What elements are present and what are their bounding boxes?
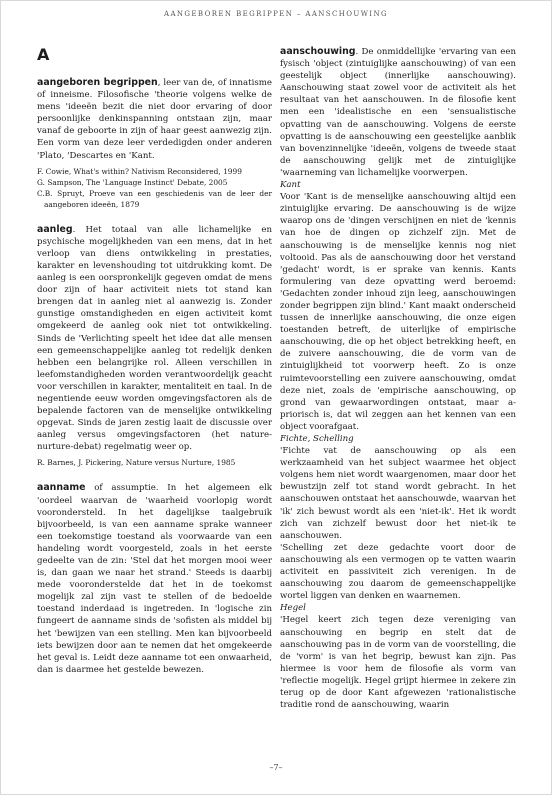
entry-aanschouwing	[280, 46, 516, 711]
paragraph-hegel: 'Hegel keert zich tegen deze vereniging van aanschouwing en begrip en stelt dat de aanschouwing pas in de vorm van de voorstelling, die de 'vorm' is van het begrip, bewust kan zijn. Pas hiermee is voor hem de filosofie als vorm van 'reflectie mogelijk. Hegel grijpt hiermee in zekere zin terug op de door Kant afgewezen 'rationalistische traditie rond de aanschouwing, waarin	[280, 615, 516, 711]
entry-term: aangeboren begrippen	[37, 77, 158, 88]
entry-text	[37, 77, 272, 162]
entry-term: aanleg	[37, 223, 73, 235]
reference-list	[37, 166, 272, 210]
subheading-hegel: Hegel	[280, 603, 306, 614]
right-column	[280, 46, 516, 725]
entry-aanname	[37, 482, 272, 676]
reference-item: G. Sampson, The 'Language Instinct' Debate, 2005	[37, 177, 228, 187]
entry-term: aanschouwing	[280, 46, 356, 57]
entry-term: aanname	[37, 482, 86, 494]
entry-text	[37, 224, 272, 454]
entry-text	[37, 482, 272, 676]
left-column	[37, 45, 272, 690]
paragraph-schelling: 'Schelling zet deze gedachte voort door de aanschouwing als een vermogen op te vatten waarin activiteit en passiviteit zich verenigen. In de aanschouwing zou daarom de gemeenschappelijke wortel liggen van denken en waarnemen.	[280, 542, 516, 602]
reference-item: F. Cowie, What's within? Nativism Reconsidered, 1999	[37, 166, 242, 176]
subheading-fichte-schelling: Fichte, Schelling	[280, 434, 354, 444]
paragraph-fichte: 'Fichte vat de aanschouwing op als een werkzaamheid van het subject waarmee het object volgens hem niet wordt waargenomen, maar door het bewustzijn zelf tot stand wordt gebracht. In het aanschouwen ontstaat het aanschouwde, waarvan het 'ik' zich bewust wordt als een 'niet-ik'. Het ik wordt zich van zichzelf bewust door het niet-ik te aanschouwen.	[280, 446, 516, 541]
running-head: AANGEBOREN BEGRIPPEN – AANSCHOUWING	[164, 10, 388, 18]
page-number: –7–	[269, 763, 283, 772]
entry-body: , leer van de, of innatisme of inneisme. Filosofische 'theorie volgens welke de mens 'ideeën bezit die niet door ervaring of door persoonlijke denkinspanning ontstaan zijn, maar vanaf de geboorte in zijn of haar geest aanwezig zijn. Een vorm van deze leer verdedigden onder anderen 'Plato, 'Descartes en 'Kant.	[37, 78, 272, 161]
reference-item: R. Barnes, J. Pickering, Nature versus Nurture, 1985	[37, 458, 236, 468]
paragraph-kant: Voor 'Kant is de menselijke aanschouwing altijd een zintuiglijke ervaring. De aanschouwing is de wijze waarop ons de 'dingen verschijnen en niet de 'kennis van hoe de dingen op zichzelf zijn. Met de aanschouwing is de menselijke kennis nog niet voltooid. Pas als de aanschouwing door het verstand 'gedacht' wordt, is er sprake van kennis. Kants formulering van deze opvatting werd beroemd: 'Gedachten zonder inhoud zijn leeg, aanschouwingen zonder begrippen zijn blind.' Kant maakt onderscheid tussen de innerlijke aanschouwing, die onze eigen toestanden betreft, de uiterlijke of empirische aanschouwing, die op het object betrekking heeft, en de zuivere aanschouwing, die de vorm van de zintuiglijkheid tot voorwerp heeft. Zo is onze ruimtevoorstelling een zuivere aanschouwing, omdat deze niet, zoals de 'empirische aanschouwing, op grond van gewaarwordingen ontstaat, maar a-priorisch is, dat wil zeggen aan het kennen van een object voorafgaat.	[280, 192, 516, 432]
reference-list	[37, 457, 272, 468]
entry-aanleg	[37, 224, 272, 469]
section-letter: A	[37, 45, 50, 64]
entry-body: . De onmiddellijke 'ervaring van een fysisch 'object (zintuiglijke aanschouwing) of van een geestelijk object (innerlijke aanschouwing). Aanschouwing staat zowel voor de activiteit als het resultaat van het aanschouwen. In de filosofie kent men een 'idealistische en een 'sensualistische opvatting van de aanschouwing. Volgens de eerste opvatting is de aanschouwing een geestelijke aanblik van bovenzinnelijke 'ideeën, volgens de tweede staat de aanschouwing gelijk met de zintuiglijke 'waarneming van lichamelijke voorwerpen.	[280, 47, 516, 178]
reference-item: C.B. Spruyt, Proeve van een geschiedenis van de leer der aangeboren ideeën, 1879	[37, 188, 272, 209]
entry-body: of assumptie. In het algemeen elk 'oordeel waarvan de 'waarheid voorlopig wordt voorondersteld. In het dagelijkse taalgebruik bijvoorbeeld, is van een aanname sprake wanneer een toekomstige toestand als voorwaarde van een handeling wordt voorgesteld, zoals in het eerste gedeelte van de zin: 'Stel dat het morgen mooi weer is, dan gaan we naar het strand.' Steeds is daarbij mede vooronderstelde dat het in de toekomst mogelijk zal zijn vast te stellen of de bedoelde toestand inderdaad is ingetreden. In 'logische zin fungeert de aanname sinds de 'sofisten als middel bij het 'bewijzen van een stelling. Men kan bijvoorbeeld iets bewijzen door aan te nemen dat het omgekeerde het geval is. Leidt deze aanname tot een onwaarheid, dan is daarmee het gestelde bewezen.	[37, 483, 272, 675]
entry-body: . Het totaal van alle lichamelijke en psychische mogelijkheden van een mens, dat in het verloop van diens ontwikkeling in prestaties, karakter en levenshouding tot uitdrukking komt. De aanleg is een oorspronkelijk gegeven omdat de mens door zijn of haar activiteit niets tot stand kan brengen dat in aanleg niet al aanwezig is. Zonder gunstige omstandigheden en eigen activiteit komt omgekeerd de aanleg ook niet tot ontwikkeling. Sinds de 'Verlichting speelt het idee dat alle mensen een gemeenschappelijke aanleg tot redelijk denken hebben een belangrijke rol. Alleen verschillen in leefomstandigheden worden verantwoordelijk geacht voor verschillen in karakter, mentaliteit en taal. In de negentiende eeuw worden omgevingsfactoren als de bepalende factoren van de menselijke ontwikkeling opgevat. Sinds de jaren zestig laait de discussie over aanleg versus omgevingsfactoren (het nature-nurture-debat) regelmatig weer op.	[37, 224, 272, 453]
subheading-kant: Kant	[280, 180, 301, 191]
entry-aangeboren-begrippen	[37, 77, 272, 210]
entry-text	[280, 46, 516, 179]
